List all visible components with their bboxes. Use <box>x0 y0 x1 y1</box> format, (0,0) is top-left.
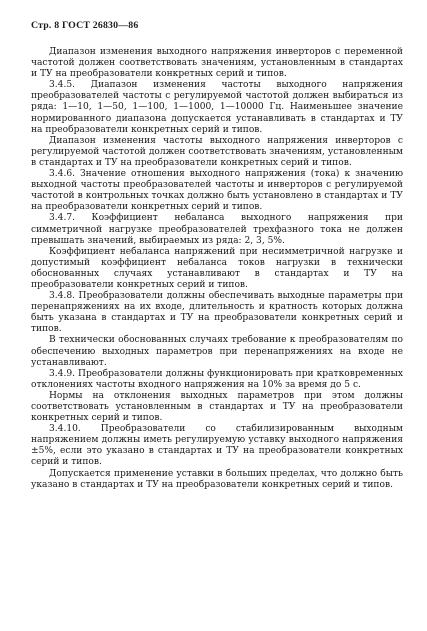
paragraph: Коэффициент небаланса напряжений при несимметричной нагрузке и допустимый коэффициент небаланса токов нагрузки в технически обоснованных случаях устанавливают в стандартах и ТУ на преобразователи конкретных серий и типов. <box>31 246 403 290</box>
paragraph: 3.4.6. Значение отношения выходного напряжения (тока) к значению выходной частоты преобразователей частоты и инверторов с регулируемой частотой в контрольных точках должно быть установлено в стандартах и ТУ на преобразователи конкретных серий и типов. <box>31 169 403 213</box>
paragraph: 3.4.9. Преобразователи должны функционировать при кратковременных отклонениях частоты входного напряжения на 10% за время до 5 с. <box>31 368 403 390</box>
paragraph: Диапазон изменения частоты выходного напряжения инверторов с регулируемой частотой должен соответствовать значениям, установленным в стандартах и ТУ на преобразователи конкретных серий и типов. <box>31 135 403 168</box>
page-header: Стр. 8 ГОСТ 26830—86 <box>31 20 139 31</box>
paragraph: 3.4.8. Преобразователи должны обеспечивать выходные параметры при перенапряжениях на их входе, длительность и кратность которых должна быть указана в стандартах и ТУ на преобразователи конкретных серий и типов. <box>31 291 403 335</box>
document-body <box>31 47 403 491</box>
paragraph: В технически обоснованных случаях требование к преобразователям по обеспечению выходных параметров при перенапряжениях на входе не устанавливают. <box>31 335 403 368</box>
paragraph: Диапазон изменения выходного напряжения инверторов с переменной частотой должен соответствовать значениям, установленным в стандартах и ТУ на преобразователи конкретных серий и типов. <box>31 47 403 80</box>
paragraph: Нормы на отклонения выходных параметров при этом должны соответствовать установленным в стандартах и ТУ на преобразователи конкретных серий и типов. <box>31 390 403 424</box>
paragraph: 3.4.10. Преобразователи со стабилизированным выходным напряжением должны иметь регулируемую уставку выходного напряжения ±5%, если это указано в стандартах и ТУ на преобразователи конкретных серий и типов. <box>31 424 403 468</box>
paragraph: 3.4.7. Коэффициент небаланса выходного напряжения при симметричной нагрузке преобразователей трехфазного тока не должен превышать значений, выбираемых из ряда: 2, 3, 5%. <box>31 213 403 246</box>
paragraph: 3.4.5. Диапазон изменения частоты выходного напряжения преобразователей частоты с регулируемой частотой должен выбираться из ряда: 1—10, 1—50, 1—100, 1—1000, 1—10000 Гц. Наименьшее значение нормированного диапазона допускается устанавливать в стандартах и ТУ на преобразователи конкретных серий и типов. <box>31 80 403 135</box>
paragraph: Допускается применение уставки в больших пределах, что должно быть указано в стандартах и ТУ на преобразователи конкретных серий и типов. <box>31 468 403 490</box>
